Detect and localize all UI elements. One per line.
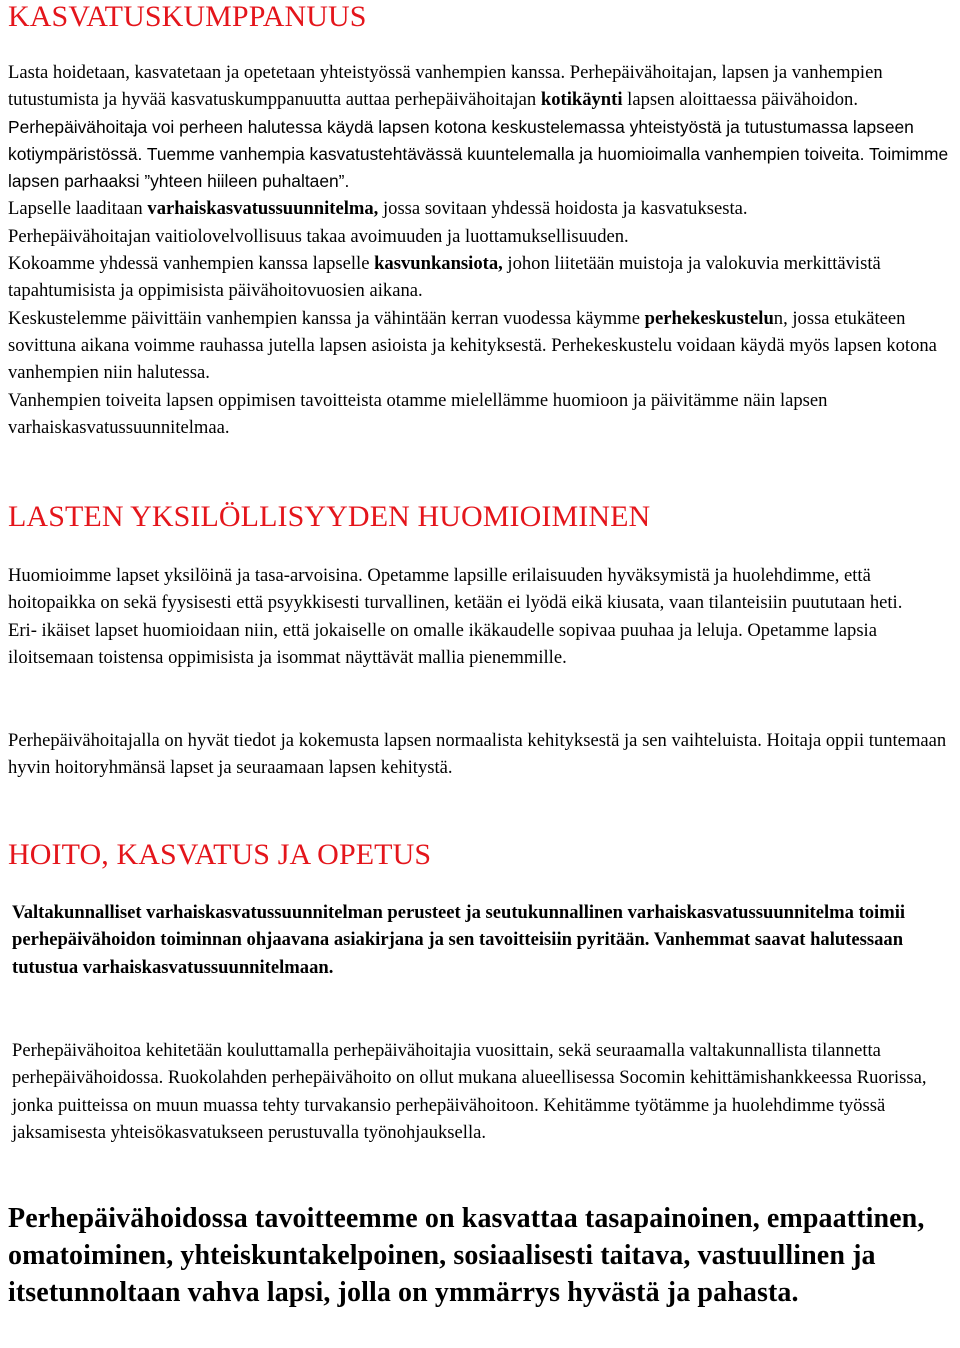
section-title-hoito-kasvatus-opetus: HOITO, KASVATUS JA OPETUS <box>8 838 432 871</box>
section-hoito-body-2 <box>8 1037 958 1146</box>
paragraph-kasvunkansio: Kokoamme yhdessä vanhempien kanssa lapselle kasvunkansiota, johon liitetään muistoja ja valokuvia merkittävistä tapahtumisista ja oppimisista päivähoitovuosien aikana. <box>8 253 881 302</box>
paragraph-perhekeskustelu: Keskustelemme päivittäin vanhempien kanssa ja vähintään kerran vuodessa käymme perhekeskustelun, jossa etukäteen sovittuna aikana voimme rauhassa jutella lapsen asioista ja kehityksestä. Perhekeskustelu voidaan käydä myös lapsen kotona vanhempien niin halutessa. <box>8 307 937 384</box>
paragraph-kehittaminen: Perhepäivähoitoa kehitetään kouluttamalla perhepäivähoitajia vuosittain, sekä seuraamalla valtakunnallista tilannetta perhepäivähoidossa. Ruokolahden perhepäivähoito on ollut mukana alueellisessa Socomin kehittämishankkeessa Ruorissa, jonka puitteissa on muun muassa tehty turvakansio perhepäivähoitoon. Kehitämme työtämme ja huolehdimme työssä jaksamisesta yhteisökasvatukseen perustuvalla työnohjauksella. <box>12 1040 927 1143</box>
paragraph-kehitys: Perhepäivähoitajalla on hyvät tiedot ja kokemusta lapsen normaalista kehityksestä ja sen vaihteluista. Hoitaja oppii tuntemaan hyvin hoitoryhmänsä lapset ja seuraamaan lapsen kehitystä. <box>8 730 947 779</box>
paragraph-tasa-arvo: Huomioimme lapset yksilöinä ja tasa-arvoisina. Opetamme lapsille erilaisuuden hyväksymistä ja huolehdimme, että hoitopaikka on sekä fyysisesti että psyykkisesti turvallinen, ketään ei lyödä eikä kiusata, vaan tilanteisiin puututaan heti. <box>8 565 903 614</box>
section-title-yksilollisyys: LASTEN YKSILÖLLISYYDEN HUOMIOIMINEN <box>8 500 651 533</box>
section-kasvatuskumppanuus-body <box>8 59 958 441</box>
section-title-kasvatuskumppanuus: KASVATUSKUMPPANUUS <box>8 0 367 33</box>
paragraph-vaitiolo: Perhepäivähoitajan vaitiolovelvollisuus takaa avoimuuden ja luottamuksellisuuden. <box>8 225 629 247</box>
section-yksilollisyys-body-2 <box>8 727 958 782</box>
paragraph-eri-ikaiset: Eri- ikäiset lapset huomioidaan niin, että jokaiselle on omalle ikäkaudelle sopivaa puuhaa ja leluja. Opetamme lapsia iloitsemaan toistensa oppimisista ja isommat näyttävät mallia pienemmille. <box>8 619 877 668</box>
paragraph-vasu: Lapselle laaditaan varhaiskasvatussuunnitelma, jossa sovitaan yhdessä hoidosta ja kasvatuksesta. <box>8 198 748 220</box>
section-yksilollisyys-body <box>8 562 958 671</box>
paragraph-vasu-perusteet: Valtakunnalliset varhaiskasvatussuunnitelman perusteet ja seutukunnallinen varhaiskasvatussuunnitelma toimii perhepäivähoidon toiminnan ohjaavana asiakirjana ja sen tavoitteisiin pyritään. Vanhemmat saavat halutessaan tutustua varhaiskasvatussuunnitelmaan. <box>12 902 906 978</box>
section-hoito-body <box>8 899 958 981</box>
paragraph-tavoite: Perhepäivähoidossa tavoitteemme on kasvattaa tasapainoinen, empaattinen, omatoiminen, yhteiskuntakelpoinen, sosiaalisesti taitava, vastuullinen ja itsetunnoltaan vahva lapsi, jolla on ymmärrys hyvästä ja pahasta. <box>8 1203 925 1308</box>
section-hoito-body-3 <box>8 1200 958 1311</box>
paragraph-toiveet: Vanhempien toiveita lapsen oppimisen tavoitteista otamme mielellämme huomioon ja päivitämme näin lapsen varhaiskasvatussuunnitelmaa. <box>8 389 828 438</box>
paragraph-kotikaynti: Lasta hoidetaan, kasvatetaan ja opetetaan yhteistyössä vanhempien kanssa. Perhepäivähoitajan, lapsen ja vanhempien tutustumista ja hyvää kasvatuskumppanuutta auttaa perhepäivähoitajan kotikäynti lapsen aloittaessa päivähoidon. Perhepäivähoitaja voi perheen halutessa käydä lapsen kotona keskustelemassa yhteistyöstä ja tutustumassa lapseen kotiympäristössä. Tuemme vanhempia kasvatustehtävässä kuuntelemalla ja huomioimalla vanhempien toiveita. Toimimme lapsen parhaaksi ”yhteen hiileen puhaltaen”. <box>8 62 949 192</box>
